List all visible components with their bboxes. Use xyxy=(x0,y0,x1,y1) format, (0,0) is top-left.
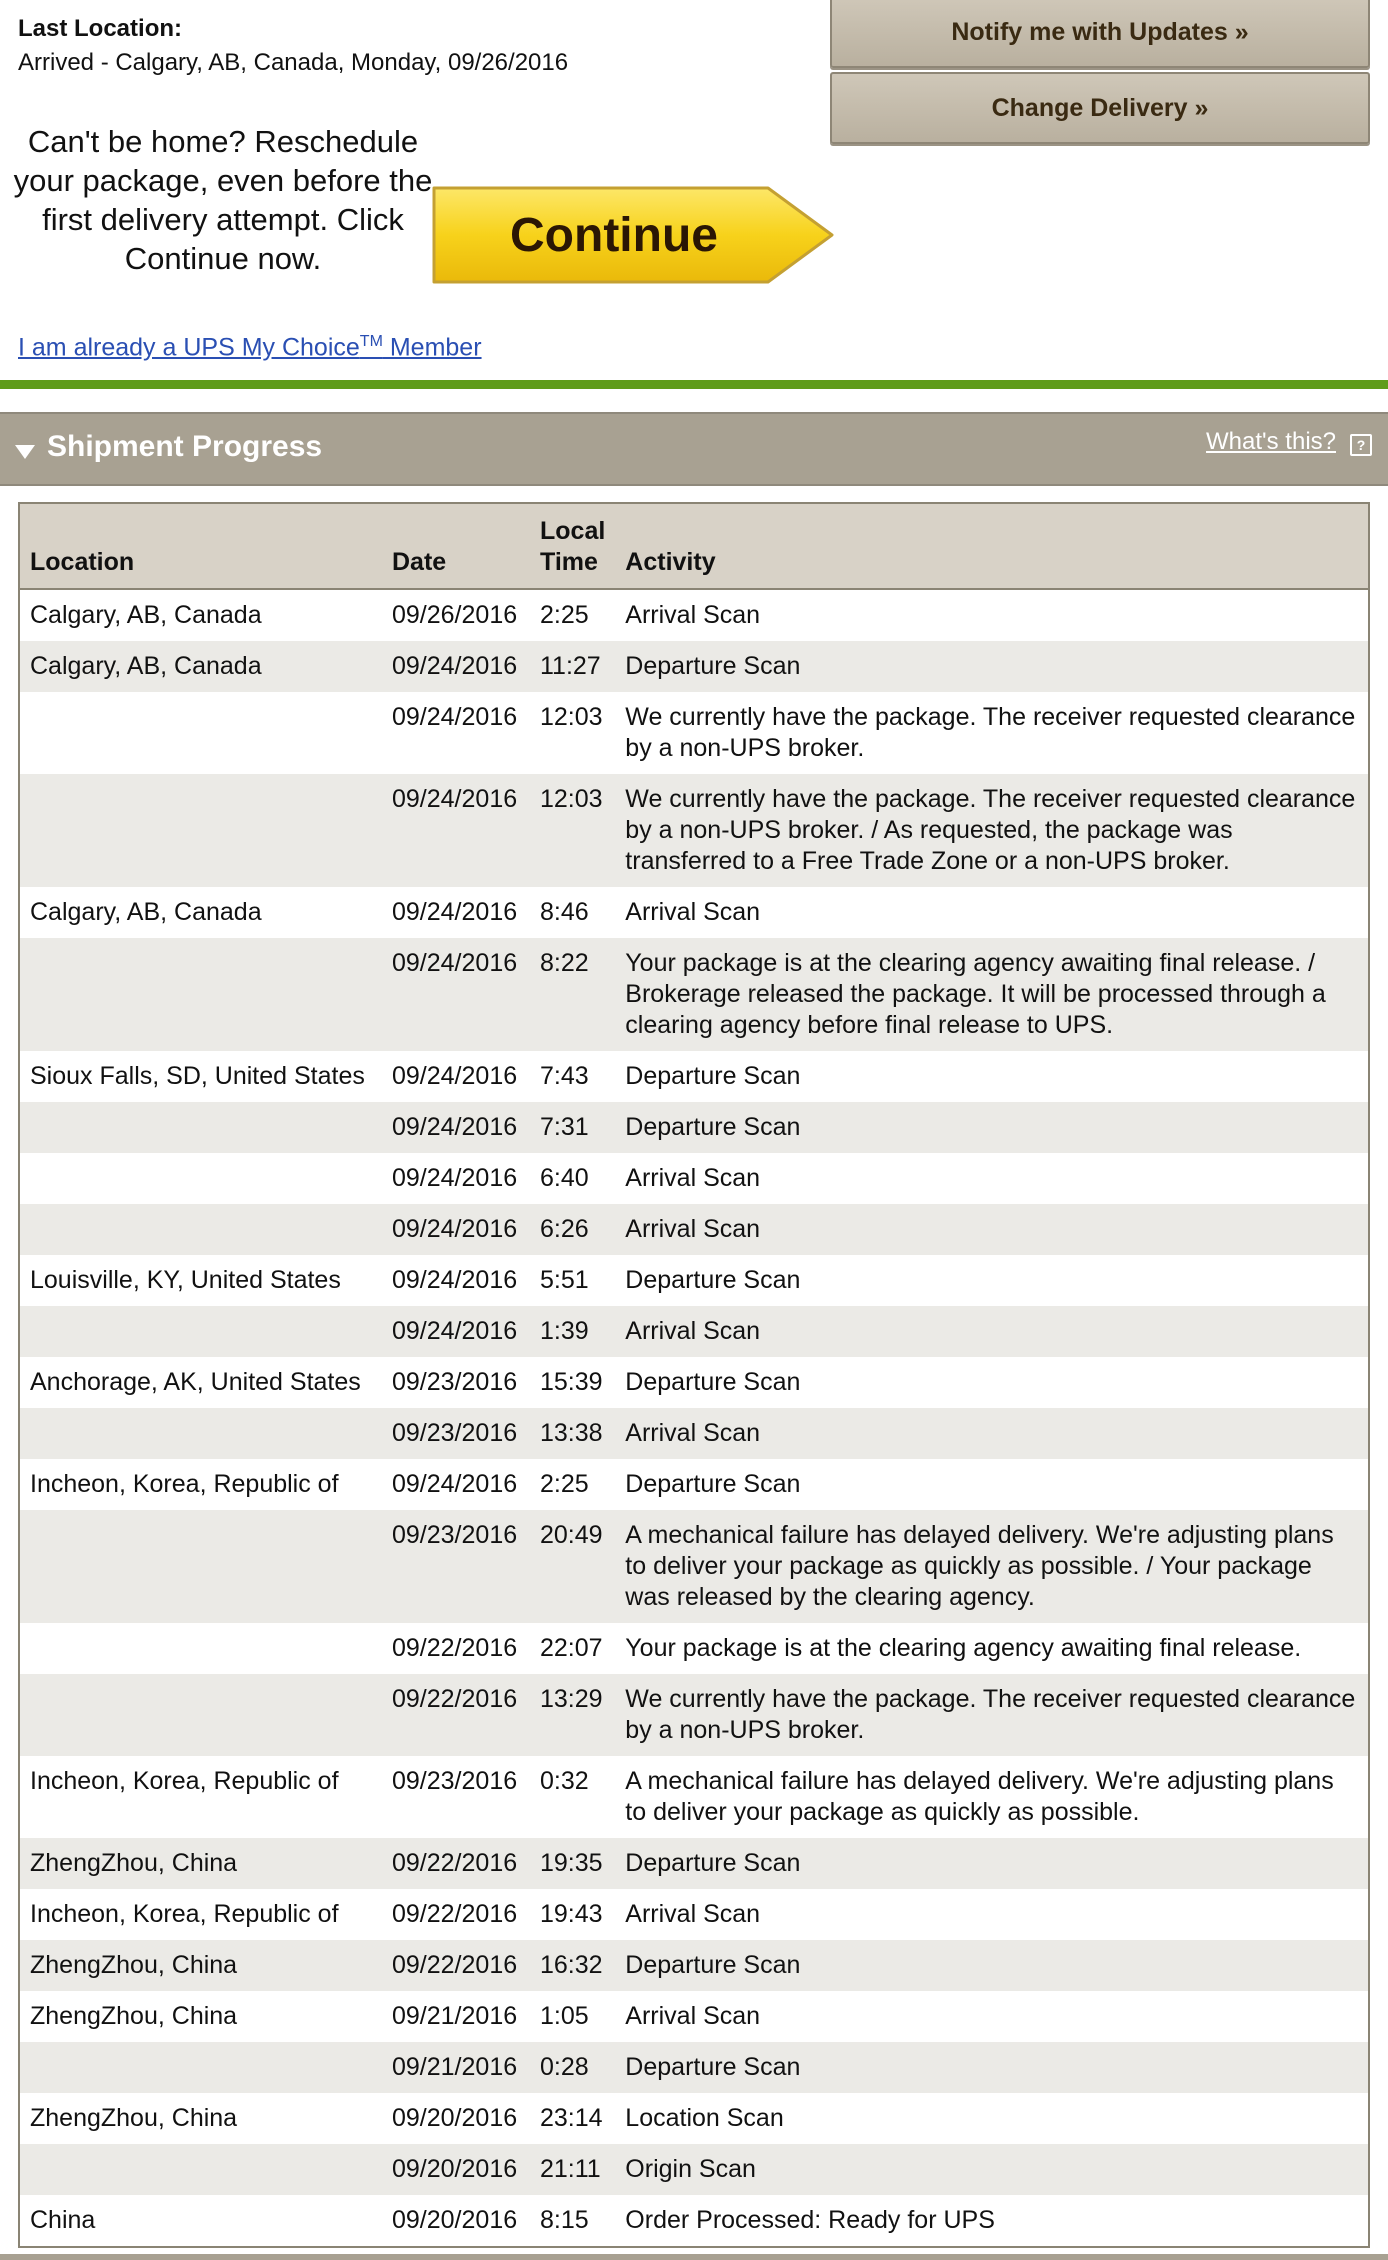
location-cell xyxy=(20,1623,382,1674)
table-row xyxy=(20,1255,1368,1306)
column-header-date: Date xyxy=(382,504,530,589)
location-cell xyxy=(20,774,382,887)
local-time-cell: 8:22 xyxy=(530,938,615,1051)
table-row xyxy=(20,1510,1368,1623)
last-location-label: Last Location: xyxy=(18,15,183,42)
last-location xyxy=(18,12,568,80)
date-cell: 09/24/2016 xyxy=(382,1459,530,1510)
location-cell: Incheon, Korea, Republic of xyxy=(20,1459,382,1510)
notify-updates-button[interactable]: Notify me with Updates » xyxy=(830,0,1370,68)
activity-cell: Departure Scan xyxy=(615,1459,1368,1510)
table-row xyxy=(20,2093,1368,2144)
activity-cell: Arrival Scan xyxy=(615,1153,1368,1204)
location-cell: China xyxy=(20,2195,382,2246)
activity-cell: We currently have the package. The receiver requested clearance by a non-UPS broker. xyxy=(615,692,1368,774)
location-cell xyxy=(20,1674,382,1756)
local-time-cell: 13:38 xyxy=(530,1408,615,1459)
local-time-cell: 11:27 xyxy=(530,641,615,692)
local-time-cell: 8:46 xyxy=(530,887,615,938)
date-cell: 09/23/2016 xyxy=(382,1357,530,1408)
local-time-cell: 1:05 xyxy=(530,1991,615,2042)
date-cell: 09/23/2016 xyxy=(382,1756,530,1838)
location-cell xyxy=(20,1153,382,1204)
location-cell xyxy=(20,2144,382,2195)
location-cell xyxy=(20,1204,382,1255)
location-cell: ZhengZhou, China xyxy=(20,1991,382,2042)
activity-cell: Arrival Scan xyxy=(615,887,1368,938)
date-cell: 09/24/2016 xyxy=(382,774,530,887)
column-header-activity: Activity xyxy=(615,504,1368,589)
activity-cell: Departure Scan xyxy=(615,2042,1368,2093)
shipment-progress-title: Shipment Progress xyxy=(47,430,323,463)
activity-cell: Your package is at the clearing agency awaiting final release. xyxy=(615,1623,1368,1674)
local-time-cell: 8:15 xyxy=(530,2195,615,2246)
activity-cell: A mechanical failure has delayed delivery. We're adjusting plans to deliver your package as quickly as possible. / Your package was released by the clearing agency. xyxy=(615,1510,1368,1623)
activity-cell: Origin Scan xyxy=(615,2144,1368,2195)
activity-cell: Location Scan xyxy=(615,2093,1368,2144)
table-row xyxy=(20,887,1368,938)
table-row xyxy=(20,1051,1368,1102)
location-cell xyxy=(20,1510,382,1623)
location-cell xyxy=(20,1306,382,1357)
activity-cell: Departure Scan xyxy=(615,1102,1368,1153)
date-cell: 09/21/2016 xyxy=(382,1991,530,2042)
date-cell: 09/24/2016 xyxy=(382,1306,530,1357)
activity-cell: Arrival Scan xyxy=(615,1204,1368,1255)
table-row xyxy=(20,1204,1368,1255)
column-header-location: Location xyxy=(20,504,382,589)
activity-cell: Arrival Scan xyxy=(615,1306,1368,1357)
table-row xyxy=(20,1102,1368,1153)
local-time-cell: 0:32 xyxy=(530,1756,615,1838)
date-cell: 09/22/2016 xyxy=(382,1940,530,1991)
activity-cell: Departure Scan xyxy=(615,641,1368,692)
green-divider xyxy=(0,380,1388,389)
local-time-cell: 6:40 xyxy=(530,1153,615,1204)
local-time-cell: 19:43 xyxy=(530,1889,615,1940)
date-cell: 09/24/2016 xyxy=(382,938,530,1051)
ups-my-choice-member-link[interactable] xyxy=(18,333,482,362)
table-body xyxy=(20,589,1368,2246)
activity-cell: Arrival Scan xyxy=(615,589,1368,641)
table-row xyxy=(20,2042,1368,2093)
shipment-progress-header[interactable] xyxy=(0,412,1388,486)
date-cell: 09/21/2016 xyxy=(382,2042,530,2093)
table-row xyxy=(20,1940,1368,1991)
local-time-cell: 5:51 xyxy=(530,1255,615,1306)
local-time-cell: 23:14 xyxy=(530,2093,615,2144)
activity-cell: We currently have the package. The receiver requested clearance by a non-UPS broker. xyxy=(615,1674,1368,1756)
reschedule-text: Can't be home? Reschedule your package, even before the first delivery attempt. Click Continue now. xyxy=(13,124,433,276)
local-time-cell: 7:43 xyxy=(530,1051,615,1102)
table-row xyxy=(20,1153,1368,1204)
date-cell: 09/24/2016 xyxy=(382,1204,530,1255)
activity-cell: Departure Scan xyxy=(615,1255,1368,1306)
table-row xyxy=(20,938,1368,1051)
activity-cell: Arrival Scan xyxy=(615,1991,1368,2042)
local-time-cell: 0:28 xyxy=(530,2042,615,2093)
date-cell: 09/23/2016 xyxy=(382,1408,530,1459)
local-time-cell: 12:03 xyxy=(530,692,615,774)
location-cell xyxy=(20,2042,382,2093)
activity-cell: Order Processed: Ready for UPS xyxy=(615,2195,1368,2246)
date-cell: 09/22/2016 xyxy=(382,1674,530,1756)
location-cell: Calgary, AB, Canada xyxy=(20,641,382,692)
continue-button[interactable] xyxy=(428,184,838,286)
activity-cell: Arrival Scan xyxy=(615,1408,1368,1459)
date-cell: 09/24/2016 xyxy=(382,641,530,692)
member-link-suffix: Member xyxy=(382,333,482,362)
table-row xyxy=(20,1459,1368,1510)
date-cell: 09/24/2016 xyxy=(382,1153,530,1204)
location-cell: Calgary, AB, Canada xyxy=(20,589,382,641)
local-time-cell: 2:25 xyxy=(530,589,615,641)
whats-this-link[interactable]: What's this? xyxy=(1206,428,1336,455)
date-cell: 09/20/2016 xyxy=(382,2195,530,2246)
local-time-cell: 16:32 xyxy=(530,1940,615,1991)
location-cell: Sioux Falls, SD, United States xyxy=(20,1051,382,1102)
location-cell: Incheon, Korea, Republic of xyxy=(20,1756,382,1838)
trademark-superscript: TM xyxy=(359,333,383,350)
table-row xyxy=(20,774,1368,887)
local-time-cell: 1:39 xyxy=(530,1306,615,1357)
local-time-cell: 22:07 xyxy=(530,1623,615,1674)
activity-cell: Departure Scan xyxy=(615,1051,1368,1102)
date-cell: 09/20/2016 xyxy=(382,2093,530,2144)
local-time-cell: 13:29 xyxy=(530,1674,615,1756)
local-time-cell: 7:31 xyxy=(530,1102,615,1153)
location-cell xyxy=(20,1408,382,1459)
table-row xyxy=(20,2144,1368,2195)
table-row xyxy=(20,1838,1368,1889)
table-row xyxy=(20,589,1368,641)
location-cell xyxy=(20,938,382,1051)
activity-cell: Departure Scan xyxy=(615,1357,1368,1408)
date-cell: 09/23/2016 xyxy=(382,1510,530,1623)
table-row xyxy=(20,1674,1368,1756)
table-row xyxy=(20,1623,1368,1674)
table-row xyxy=(20,1991,1368,2042)
location-cell xyxy=(20,1102,382,1153)
continue-label: Continue xyxy=(510,208,718,262)
date-cell: 09/24/2016 xyxy=(382,887,530,938)
date-cell: 09/20/2016 xyxy=(382,2144,530,2195)
location-cell: ZhengZhou, China xyxy=(20,1838,382,1889)
activity-cell: Your package is at the clearing agency awaiting final release. / Brokerage released the package. It will be processed through a clearing agency before final release to UPS. xyxy=(615,938,1368,1051)
table-row xyxy=(20,1889,1368,1940)
location-cell: ZhengZhou, China xyxy=(20,1940,382,1991)
location-cell: Calgary, AB, Canada xyxy=(20,887,382,938)
date-cell: 09/22/2016 xyxy=(382,1889,530,1940)
activity-cell: A mechanical failure has delayed delivery. We're adjusting plans to deliver your package as quickly as possible. xyxy=(615,1756,1368,1838)
date-cell: 09/24/2016 xyxy=(382,692,530,774)
table-row xyxy=(20,1408,1368,1459)
collapse-triangle-icon[interactable] xyxy=(14,444,36,460)
location-cell xyxy=(20,692,382,774)
bottom-divider xyxy=(0,2254,1388,2260)
member-link-prefix: I am already a UPS My Choice xyxy=(18,333,360,362)
date-cell: 09/24/2016 xyxy=(382,1102,530,1153)
table-row xyxy=(20,1306,1368,1357)
location-cell: Incheon, Korea, Republic of xyxy=(20,1889,382,1940)
table-header-row xyxy=(20,504,1368,589)
location-cell: ZhengZhou, China xyxy=(20,2093,382,2144)
help-icon[interactable]: ? xyxy=(1350,434,1372,456)
table-row xyxy=(20,641,1368,692)
date-cell: 09/24/2016 xyxy=(382,1051,530,1102)
activity-cell: Departure Scan xyxy=(615,1940,1368,1991)
local-time-cell: 15:39 xyxy=(530,1357,615,1408)
date-cell: 09/26/2016 xyxy=(382,589,530,641)
activity-cell: We currently have the package. The receiver requested clearance by a non-UPS broker. / As requested, the package was transferred to a Free Trade Zone or a non-UPS broker. xyxy=(615,774,1368,887)
last-location-value: Arrived - Calgary, AB, Canada, Monday, 09/26/2016 xyxy=(18,49,569,76)
activity-cell: Departure Scan xyxy=(615,1838,1368,1889)
local-time-cell: 2:25 xyxy=(530,1459,615,1510)
local-time-cell: 21:11 xyxy=(530,2144,615,2195)
location-cell: Louisville, KY, United States xyxy=(20,1255,382,1306)
table-row xyxy=(20,692,1368,774)
table-row xyxy=(20,1756,1368,1838)
local-time-cell: 19:35 xyxy=(530,1838,615,1889)
change-delivery-button[interactable]: Change Delivery » xyxy=(830,72,1370,144)
column-header-local-time: Local Time xyxy=(530,504,615,589)
local-time-cell: 20:49 xyxy=(530,1510,615,1623)
date-cell: 09/24/2016 xyxy=(382,1255,530,1306)
table-row xyxy=(20,1357,1368,1408)
date-cell: 09/22/2016 xyxy=(382,1623,530,1674)
shipment-progress-table xyxy=(18,502,1370,2248)
local-time-cell: 6:26 xyxy=(530,1204,615,1255)
date-cell: 09/22/2016 xyxy=(382,1838,530,1889)
local-time-cell: 12:03 xyxy=(530,774,615,887)
activity-cell: Arrival Scan xyxy=(615,1889,1368,1940)
location-cell: Anchorage, AK, United States xyxy=(20,1357,382,1408)
table-row xyxy=(20,2195,1368,2246)
